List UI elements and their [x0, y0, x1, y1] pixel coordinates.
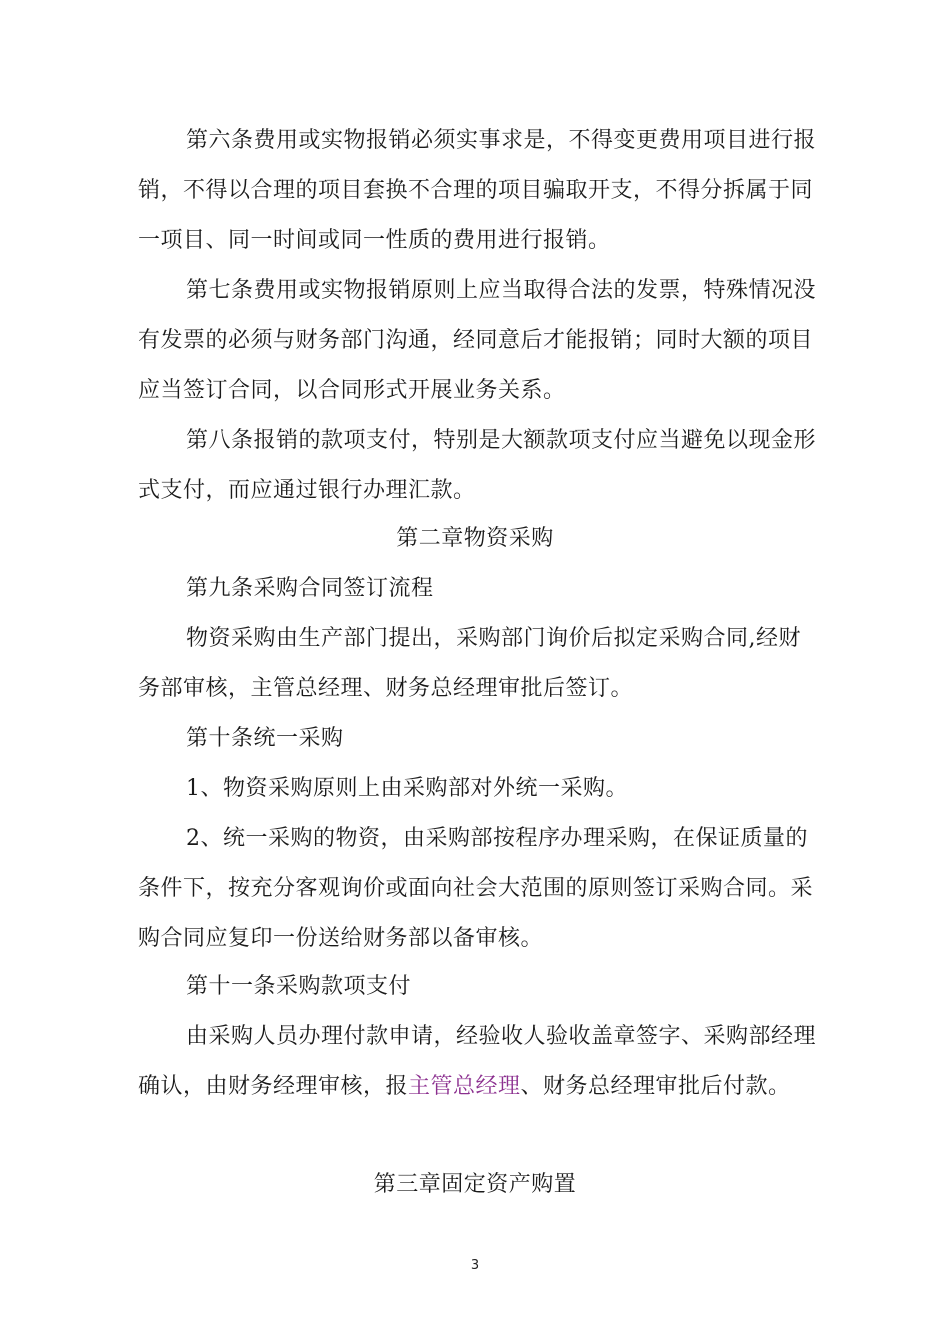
article-7-line-3: 应当签订合同，以合同形式开展业务关系。	[138, 378, 566, 403]
article-10-item-2-line-3: 购合同应复印一份送给财务部以备审核。	[138, 926, 544, 951]
article-11-line-2-start: 确认，由财务经理审核，报	[138, 1074, 409, 1099]
article-6-line-2: 销，不得以合理的项目套换不合理的项目骗取开支，不得分拆属于同	[138, 178, 814, 203]
article-10-item-1: 1、物资采购原则上由采购部对外统一采购。	[186, 776, 628, 801]
article-11-line-2-end: 、财务总经理审批后付款。	[520, 1074, 791, 1099]
article-6-line-1: 第六条费用或实物报销必须实事求是，不得变更费用项目进行报	[186, 128, 817, 153]
article-7-line-1: 第七条费用或实物报销原则上应当取得合法的发票，特殊情况没	[186, 278, 817, 303]
article-7-line-2: 有发票的必须与财务部门沟通，经同意后才能报销；同时大额的项目	[138, 328, 814, 353]
article-11-line-2	[138, 1073, 838, 1101]
article-10-item-2-line-1: 2、统一采购的物资，由采购部按程序办理采购，在保证质量的	[186, 826, 808, 851]
article-8-line-2: 式支付，而应通过银行办理汇款。	[138, 478, 476, 503]
page-number: 3	[470, 1258, 480, 1273]
chapter-3-heading: 第三章固定资产购置	[373, 1172, 577, 1197]
article-9-line-1: 物资采购由生产部门提出，采购部门询价后拟定采购合同,经财	[186, 626, 801, 651]
article-6-line-3: 一项目、同一时间或同一性质的费用进行报销。	[138, 228, 611, 253]
article-9-line-2: 务部审核，主管总经理、财务总经理审批后签订。	[138, 676, 634, 701]
chapter-2-heading: 第二章物资采购	[396, 526, 554, 551]
article-10-item-2-line-2: 条件下，按充分客观询价或面向社会大范围的原则签订采购合同。采	[138, 876, 814, 901]
manager-link[interactable]: 主管总经理	[408, 1074, 521, 1099]
article-10-title: 第十条统一采购	[186, 726, 344, 751]
article-8-line-1: 第八条报销的款项支付，特别是大额款项支付应当避免以现金形	[186, 428, 817, 453]
article-11-line-1: 由采购人员办理付款申请，经验收人验收盖章签字、采购部经理	[186, 1024, 817, 1049]
article-9-title: 第九条采购合同签订流程	[186, 576, 434, 601]
article-11-title: 第十一条采购款项支付	[186, 974, 412, 999]
